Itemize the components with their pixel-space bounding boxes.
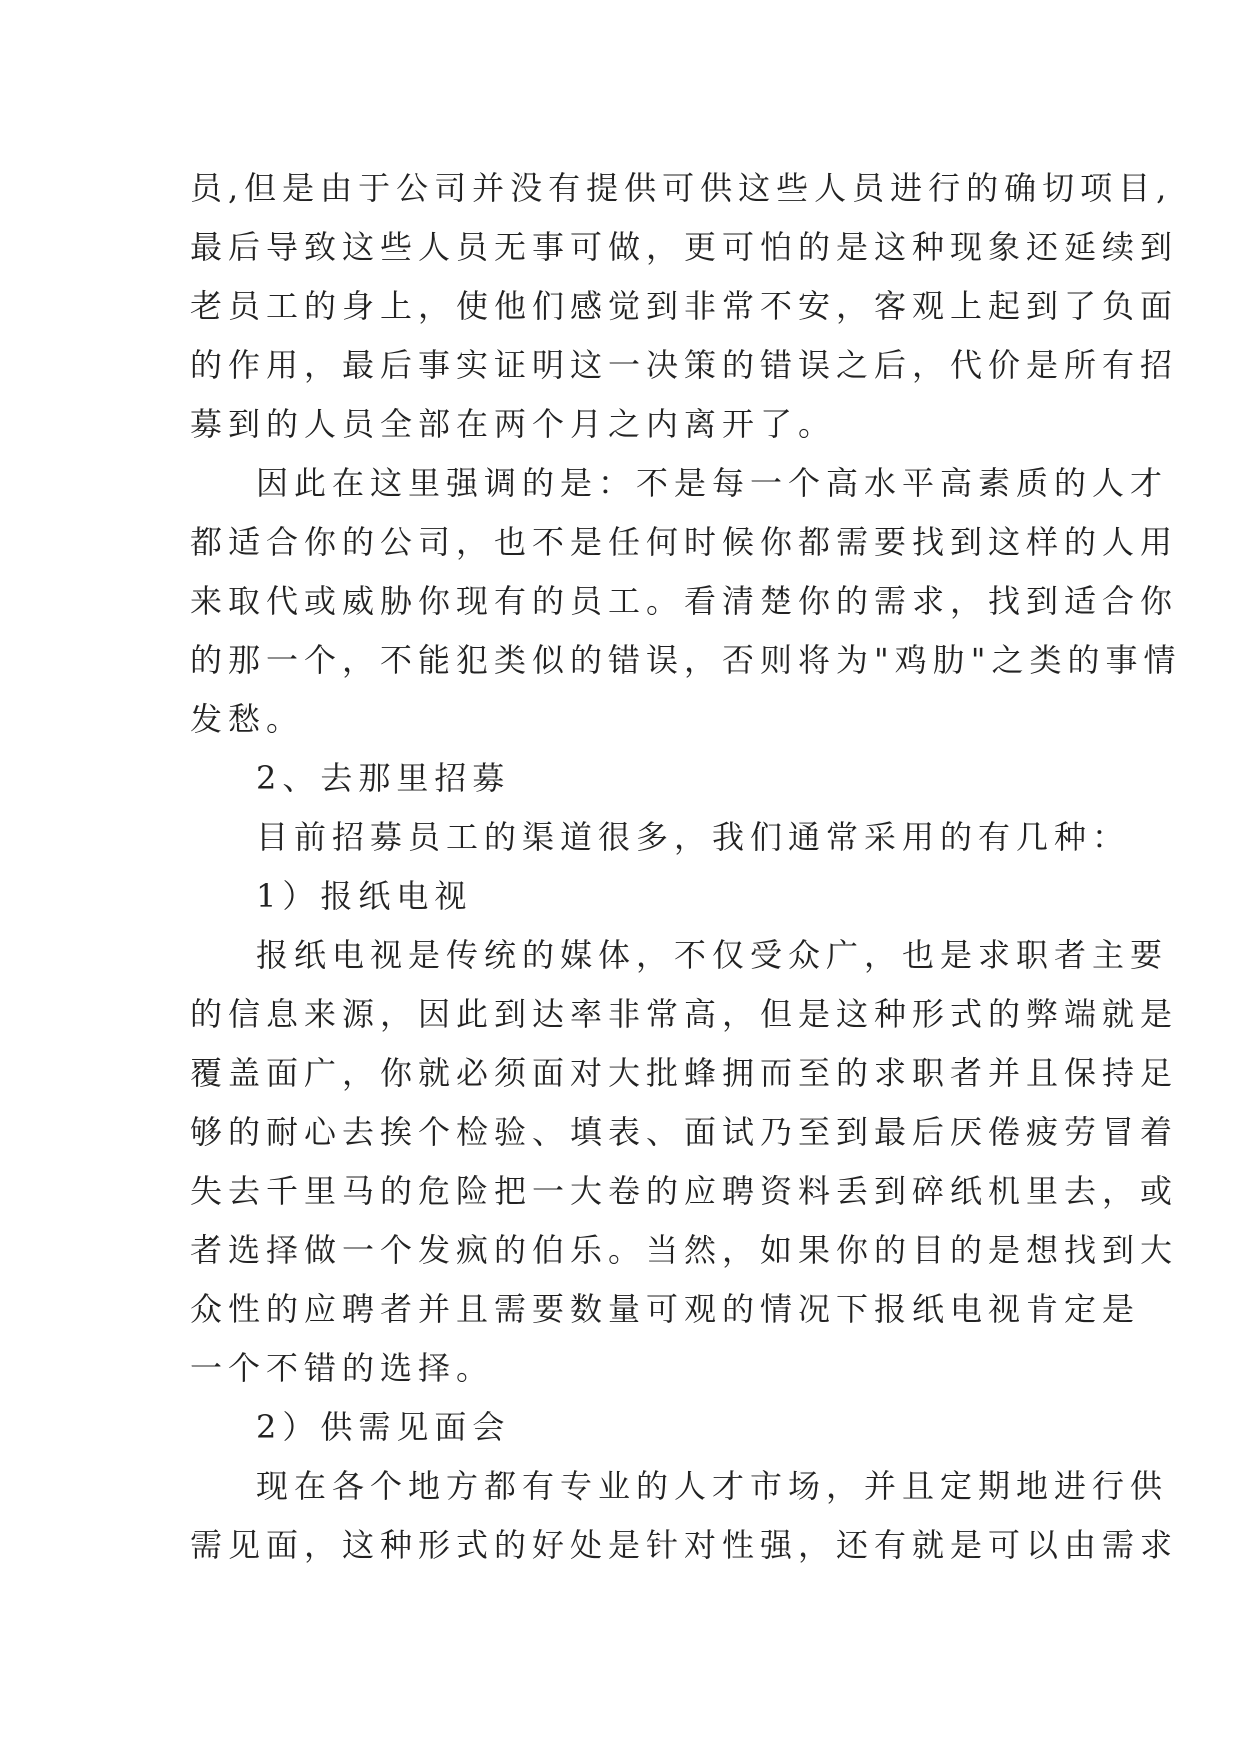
paragraph-first-line: 现在各个地方都有专业的人才市场，并且定期地进行供 (256, 1467, 1169, 1505)
text-line: 的信息来源，因此到达率非常高，但是这种形式的弊端就是 (190, 995, 1179, 1033)
text-line: 的那一个，不能犯类似的错误，否则将为"鸡肋"之类的事情 (190, 641, 1182, 679)
text-line: 募到的人员全部在两个月之内离开了。 (190, 405, 837, 443)
text-line: 覆盖面广，你就必须面对大批蜂拥而至的求职者并且保持足 (190, 1054, 1179, 1092)
text-line: 来取代或威胁你现有的员工。看清楚你的需求，找到适合你 (190, 582, 1179, 620)
section-heading: 2、去那里招募 (256, 759, 511, 797)
text-line: 者选择做一个发疯的伯乐。当然，如果你的目的是想找到大 (190, 1231, 1179, 1269)
text-line: 众性的应聘者并且需要数量可观的情况下报纸电视肯定是 (190, 1290, 1141, 1328)
text-line: 够的耐心去挨个检验、填表、面试乃至到最后厌倦疲劳冒着 (190, 1113, 1179, 1151)
text-line: 一个不错的选择。 (190, 1349, 495, 1387)
paragraph-first-line: 报纸电视是传统的媒体，不仅受众广，也是求职者主要 (256, 936, 1169, 974)
subsection-heading: 1）报纸电视 (256, 877, 473, 915)
text-line: 都适合你的公司，也不是任何时候你都需要找到这样的人用 (190, 523, 1179, 561)
subsection-heading: 2）供需见面会 (256, 1408, 511, 1446)
text-line: 的作用，最后事实证明这一决策的错误之后，代价是所有招 (190, 346, 1179, 384)
text-line: 需见面，这种形式的好处是针对性强，还有就是可以由需求 (190, 1526, 1179, 1564)
text-line: 老员工的身上，使他们感觉到非常不安，客观上起到了负面 (190, 287, 1179, 325)
text-line: 失去千里马的危险把一大卷的应聘资料丢到碎纸机里去，或 (190, 1172, 1179, 1210)
text-line: 员,但是由于公司并没有提供可供这些人员进行的确切项目, (190, 169, 1173, 207)
paragraph-first-line: 因此在这里强调的是：不是每一个高水平高素质的人才 (256, 464, 1169, 502)
text-line: 发愁。 (190, 700, 305, 738)
text-line: 最后导致这些人员无事可做，更可怕的是这种现象还延续到 (190, 228, 1179, 266)
paragraph-first-line: 目前招募员工的渠道很多，我们通常采用的有几种： (256, 818, 1131, 856)
